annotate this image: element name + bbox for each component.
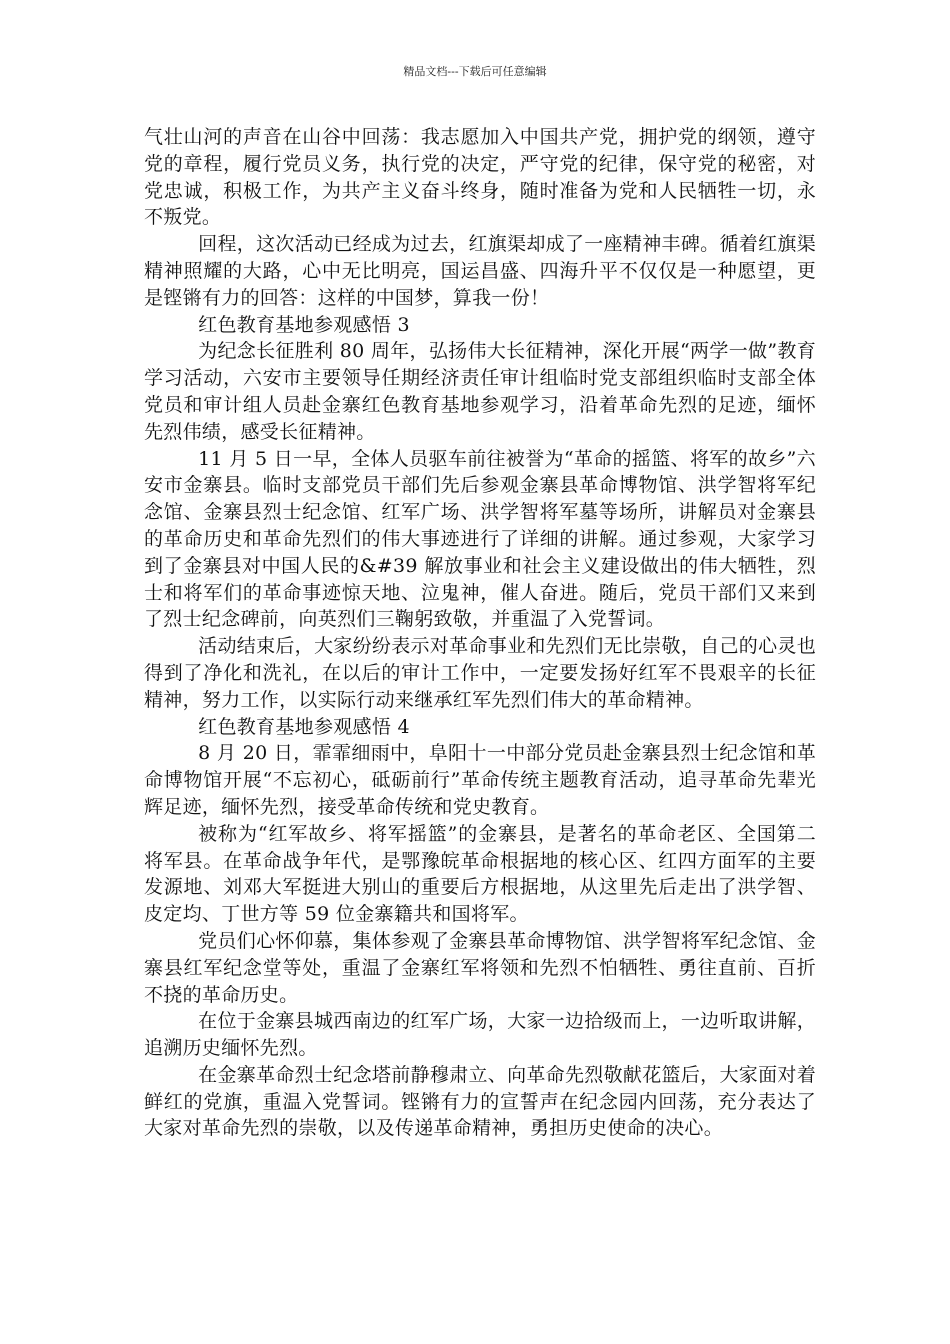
paragraph: 8 月 20 日，霏霏细雨中，阜阳十一中部分党员赴金寨县烈士纪念馆和革命博物馆开展“不忘初心，砥砺前行”革命传统主题教育活动，追寻革命先辈光辉足迹，缅怀先烈，接受革命传统和党史教育。 — [144, 742, 816, 818]
section-heading: 红色教育基地参观感悟 4 — [198, 715, 410, 738]
paragraph: 在位于金寨县城西南边的红军广场，大家一边拾级而上，一边听取讲解，追溯历史缅怀先烈。 — [144, 1010, 816, 1060]
section-heading: 红色教育基地参观感悟 3 — [198, 313, 410, 336]
document-body — [144, 124, 816, 1142]
paragraph: 被称为“红军故乡、将军摇篮”的金寨县，是著名的革命老区、全国第二将军县。在革命战争年代，是鄂豫皖革命根据地的核心区、红四方面军的主要发源地、刘邓大军挺进大别山的重要后方根据地，从这里先后走出了洪学智、皮定均、丁世方等 59 位金寨籍共和国将军。 — [144, 822, 816, 926]
page-header: 精品文档---下载后可任意编辑 — [403, 65, 547, 78]
paragraph: 为纪念长征胜利 80 周年，弘扬伟大长征精神，深化开展“两学一做”教育学习活动，六安市主要领导任期经济责任审计组临时党支部组织临时支部全体党员和审计组人员赴金寨红色教育基地参观学习，沿着革命先烈的足迹，缅怀先烈伟绩，感受长征精神。 — [144, 340, 816, 443]
paragraph: 11 月 5 日一早，全体人员驱车前往被誉为“革命的摇篮、将军的故乡”六安市金寨县。临时支部党员干部们先后参观金寨县革命博物馆、洪学智将军纪念馆、金寨县烈士纪念馆、红军广场、洪学智将军墓等场所，讲解员对金寨县的革命历史和革命先烈们的伟大事迹进行了详细的讲解。通过参观，大家学习到了金寨县对中国人民的&#39 解放事业和社会主义建设做出的伟大牺牲，烈士和将军们的革命事迹惊天地、泣鬼神，催人奋进。随后，党员干部们又来到了烈士纪念碑前，向英烈们三鞠躬致敬，并重温了入党誓词。 — [144, 447, 816, 631]
paragraph: 气壮山河的声音在山谷中回荡：我志愿加入中国共产党，拥护党的纲领，遵守党的章程，履行党员义务，执行党的决定，严守党的纪律，保守党的秘密，对党忠诚，积极工作，为共产主义奋斗终身，随时准备为党和人民牺牲一切，永不叛党。 — [144, 126, 816, 229]
paragraph: 党员们心怀仰慕，集体参观了金寨县革命博物馆、洪学智将军纪念馆、金寨县红军纪念堂等处，重温了金寨红军将领和先烈不怕牺牲、勇往直前、百折不挠的革命历史。 — [144, 929, 816, 1006]
paragraph: 活动结束后，大家纷纷表示对革命事业和先烈们无比崇敬，自己的心灵也得到了净化和洗礼，在以后的审计工作中，一定要发扬好红军不畏艰辛的长征精神，努力工作，以实际行动来继承红军先烈们伟大的革命精神。 — [144, 635, 816, 711]
paragraph: 回程，这次活动已经成为过去，红旗渠却成了一座精神丰碑。循着红旗渠精神照耀的大路，心中无比明亮，国运昌盛、四海升平不仅仅是一种愿望，更是铿锵有力的回答：这样的中国梦，算我一份！ — [144, 233, 816, 309]
paragraph: 在金寨革命烈士纪念塔前静穆肃立、向革命先烈敬献花篮后，大家面对着鲜红的党旗，重温入党誓词。铿锵有力的宣誓声在纪念园内回荡，充分表达了大家对革命先烈的崇敬，以及传递革命精神，勇担历史使命的决心。 — [144, 1063, 816, 1140]
